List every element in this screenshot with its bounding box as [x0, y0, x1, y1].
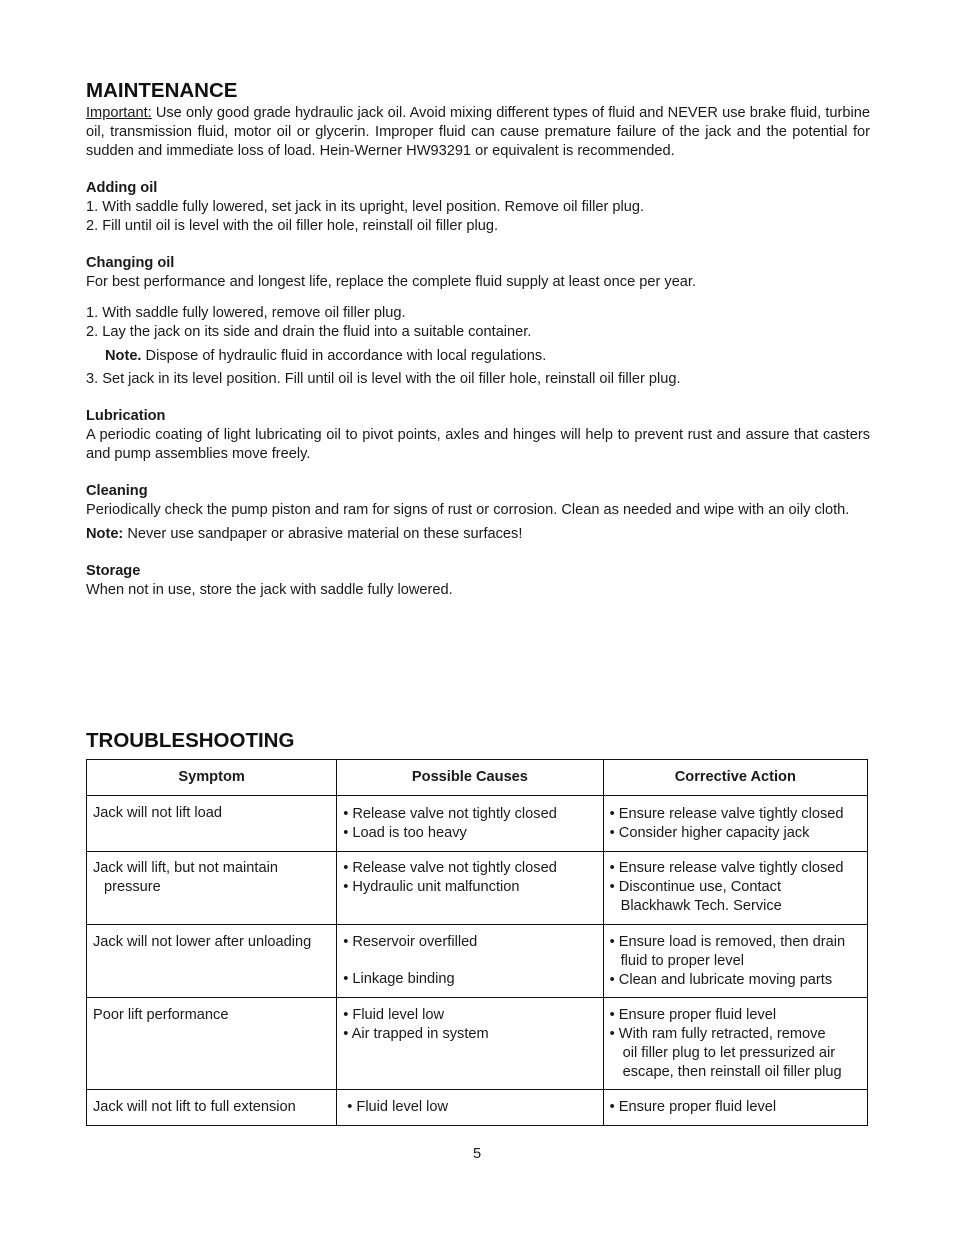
actions-cell: [603, 998, 867, 1090]
cleaning-note: [86, 525, 870, 544]
action-line: • Ensure proper fluid level: [609, 1007, 777, 1023]
actions-cell: [603, 852, 867, 925]
action-line: • With ram fully retracted, remove: [609, 1026, 826, 1042]
cause-line: • Load is too heavy: [343, 825, 467, 841]
symptom-line: Jack will not lift load: [93, 805, 222, 821]
changing-oil-note: [86, 347, 870, 366]
cause-line: • Linkage binding: [343, 971, 455, 987]
symptom-cell: [87, 1090, 337, 1126]
maintenance-title: MAINTENANCE: [86, 79, 238, 102]
action-line: Blackhawk Tech. Service: [620, 898, 782, 914]
cleaning-note-label: Note:: [86, 526, 124, 542]
changing-oil-step-2: 2. Lay the jack on its side and drain the fluid into a suitable container.: [86, 324, 532, 340]
table-row: [87, 998, 868, 1090]
important-text: Use only good grade hydraulic jack oil. Avoid mixing different types of fluid and NEVER use brake fluid, turbine oil, transmission fluid, motor oil or glycerin. Improper fluid can cause premature failure of the jack and the potential for sudden and immediate loss of load. Hein-Werner HW93291 or equivalent is recommended.: [86, 105, 870, 159]
action-line: • Clean and lubricate moving parts: [609, 972, 833, 988]
symptom-cell: [87, 852, 337, 925]
important-paragraph: [86, 104, 870, 161]
changing-oil-intro: For best performance and longest life, replace the complete fluid supply at least once per year.: [86, 274, 697, 290]
cause-line: • Fluid level low: [343, 1007, 445, 1023]
table-row: [87, 852, 868, 925]
action-line: • Ensure load is removed, then drain: [609, 934, 846, 950]
adding-oil-step-1: 1. With saddle fully lowered, set jack in its upright, level position. Remove oil filler plug.: [86, 199, 645, 215]
header-corrective-action: Corrective Action: [603, 760, 867, 796]
action-line: • Discontinue use, Contact: [609, 879, 782, 895]
adding-oil-step-2: 2. Fill until oil is level with the oil filler hole, reinstall oil filler plug.: [86, 218, 499, 234]
changing-oil-step-1: 1. With saddle fully lowered, remove oil filler plug.: [86, 305, 406, 321]
cleaning-note-text: Never use sandpaper or abrasive material on these surfaces!: [123, 526, 523, 542]
page-number: 5: [472, 1146, 482, 1162]
symptom-cell: [87, 925, 337, 998]
troubleshooting-table: [86, 759, 868, 1126]
causes-cell: [337, 1090, 603, 1126]
cause-line: • Fluid level low: [347, 1099, 449, 1115]
changing-oil-heading: Changing oil: [86, 255, 175, 271]
table-row: [87, 796, 868, 852]
lubrication-text: A periodic coating of light lubricating oil to pivot points, axles and hinges will help to prevent rust and assure that casters and pump assemblies move freely.: [86, 427, 870, 462]
important-label: Important:: [86, 105, 152, 121]
table-header-row: [87, 760, 868, 796]
action-line: escape, then reinstall oil filler plug: [622, 1064, 842, 1080]
changing-oil-step-3: 3. Set jack in its level position. Fill until oil is level with the oil filler hole, reinstall oil filler plug.: [86, 371, 681, 387]
troubleshooting-title: TROUBLESHOOTING: [86, 729, 295, 752]
header-possible-causes: Possible Causes: [337, 760, 603, 796]
causes-cell: [337, 998, 603, 1090]
symptom-line: pressure: [104, 879, 161, 895]
storage-heading: Storage: [86, 563, 141, 579]
actions-cell: [603, 796, 867, 852]
action-line: • Ensure proper fluid level: [609, 1099, 777, 1115]
action-line: oil filler plug to let pressurized air: [622, 1045, 836, 1061]
action-line: fluid to proper level: [620, 953, 744, 969]
causes-cell: [337, 796, 603, 852]
lubrication-heading: Lubrication: [86, 408, 166, 424]
symptom-line: Poor lift performance: [93, 1007, 229, 1023]
symptom-line: Jack will lift, but not maintain: [93, 860, 278, 876]
action-line: • Ensure release valve tightly closed: [609, 860, 844, 876]
symptom-line: Jack will not lower after unloading: [93, 934, 312, 950]
cleaning-heading: Cleaning: [86, 483, 148, 499]
cause-line: • Reservoir overfilled: [343, 934, 478, 950]
cause-line: • Release valve not tightly closed: [343, 860, 557, 876]
cleaning-text: Periodically check the pump piston and ram for signs of rust or corrosion. Clean as needed and wipe with an oily cloth.: [86, 502, 850, 518]
actions-cell: [603, 1090, 867, 1126]
actions-cell: [603, 925, 867, 998]
changing-oil-note-text: Dispose of hydraulic fluid in accordance with local regulations.: [141, 348, 547, 364]
causes-cell: [337, 852, 603, 925]
action-line: • Consider higher capacity jack: [609, 825, 810, 841]
causes-cell: [337, 925, 603, 998]
symptom-line: Jack will not lift to full extension: [93, 1099, 296, 1115]
maintenance-section: [86, 78, 870, 600]
symptom-cell: [87, 796, 337, 852]
cause-line: • Release valve not tightly closed: [343, 806, 557, 822]
action-line: • Ensure release valve tightly closed: [609, 806, 844, 822]
header-symptom: Symptom: [87, 760, 337, 796]
cause-line: • Hydraulic unit malfunction: [343, 879, 520, 895]
symptom-cell: [87, 998, 337, 1090]
adding-oil-heading: Adding oil: [86, 180, 158, 196]
storage-text: When not in use, store the jack with saddle fully lowered.: [86, 582, 453, 598]
table-row: [87, 925, 868, 998]
cause-line: • Air trapped in system: [343, 1026, 489, 1042]
table-row: [87, 1090, 868, 1126]
changing-oil-note-label: Note.: [105, 348, 142, 364]
